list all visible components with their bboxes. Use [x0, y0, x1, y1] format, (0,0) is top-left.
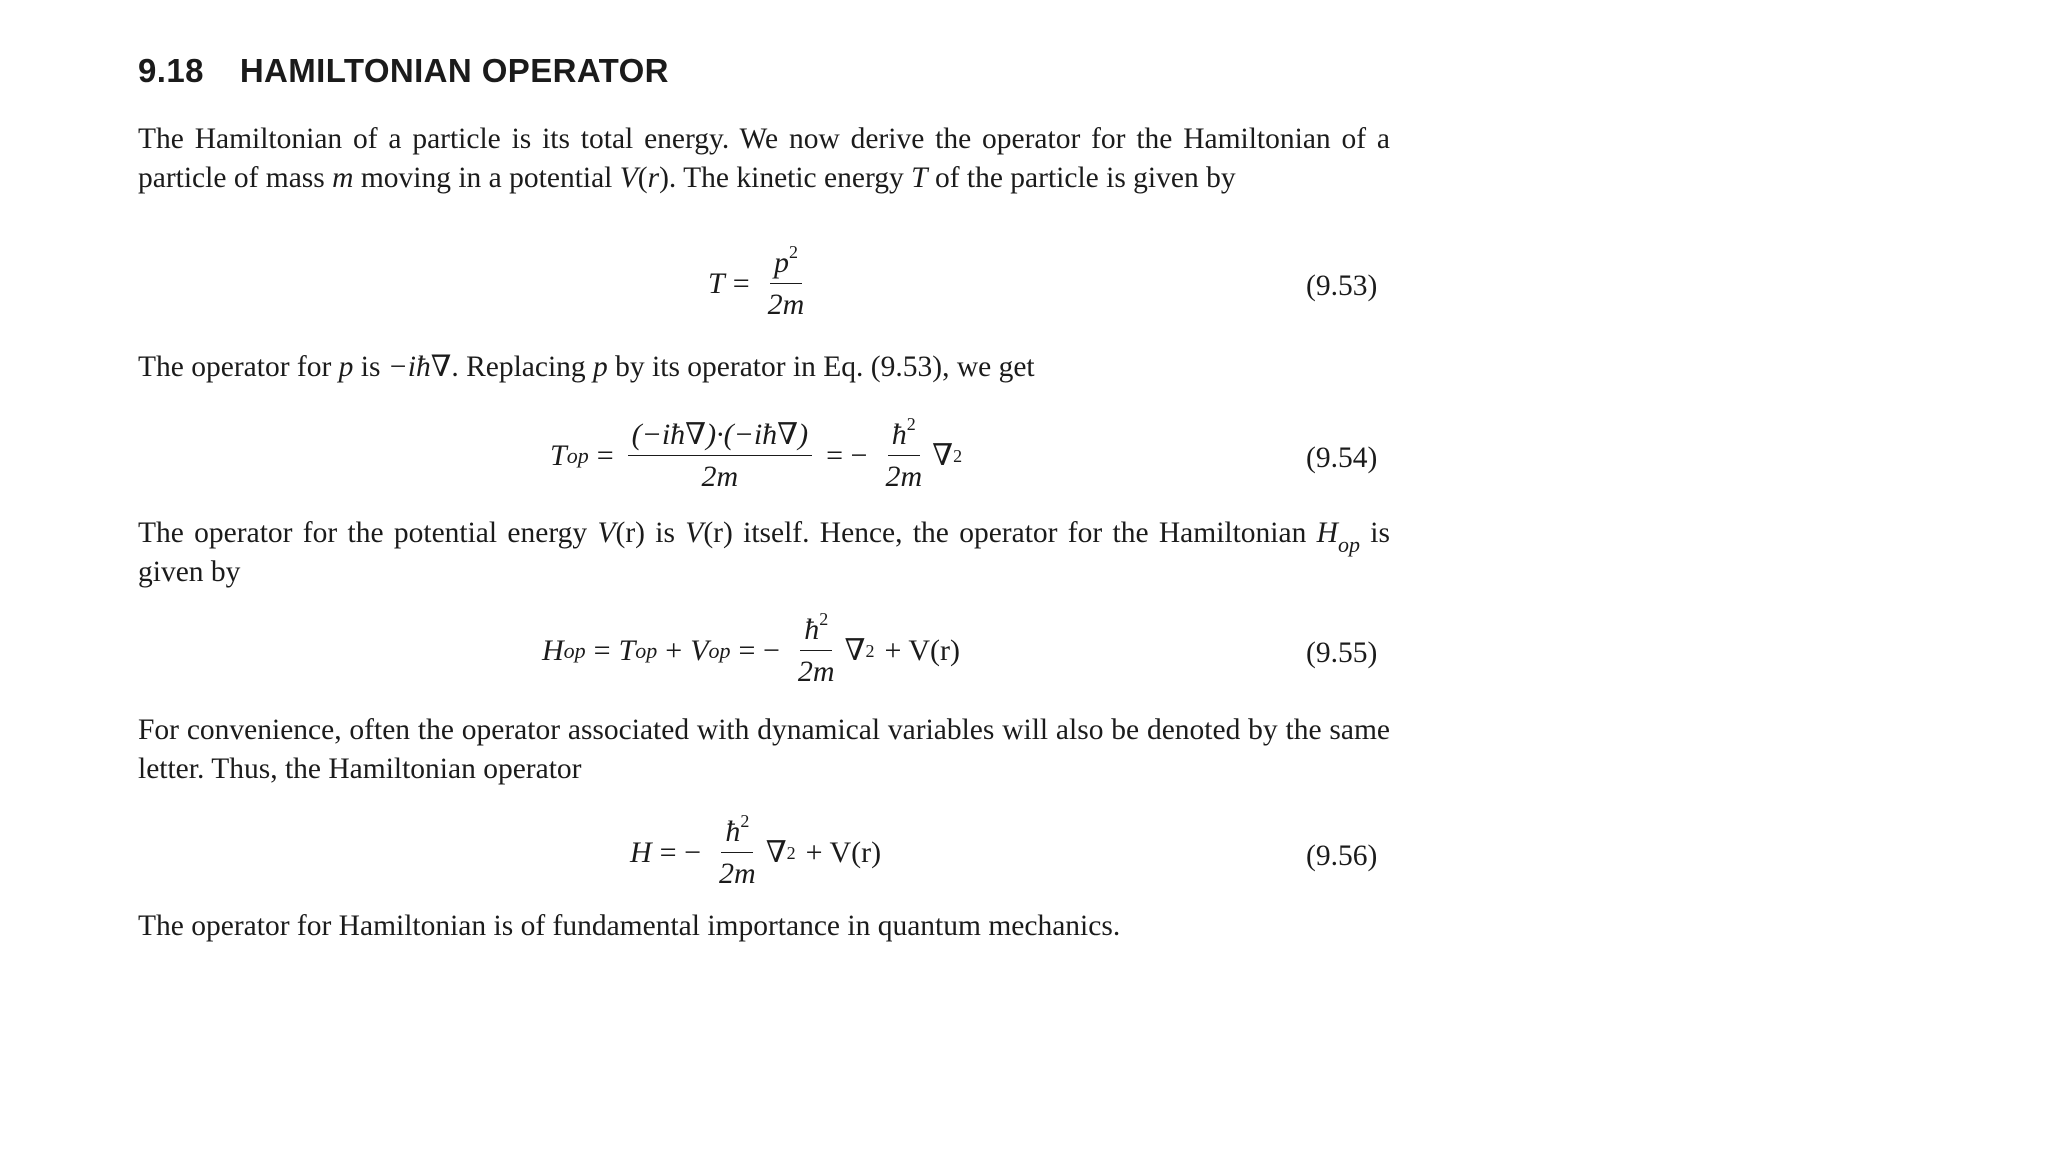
- equation-number: (9.55): [1306, 637, 1378, 669]
- nabla: ∇: [932, 439, 954, 472]
- superscript: 2: [740, 811, 750, 831]
- fraction-numerator: [800, 609, 832, 651]
- text-span: . Replacing: [451, 351, 594, 383]
- nabla: ∇: [765, 836, 787, 869]
- equation-9-54: T op = $\frac{(-iħ\nabla)\cdot(-iħ\nabla)}{2m}$ = − $\frac{ħ^2}{2m}$ ∇ 2: [550, 414, 963, 493]
- symbol-T: T: [618, 634, 636, 667]
- symbol-m: m: [332, 162, 354, 194]
- eq-equals: = −: [659, 836, 702, 869]
- fraction-numerator: [888, 414, 920, 456]
- text-span: The operator for the potential energy: [138, 517, 598, 549]
- fraction-denominator: 2m: [719, 857, 756, 890]
- hbar: ħ: [725, 815, 741, 848]
- fraction: [764, 242, 809, 321]
- fraction: [881, 414, 926, 493]
- potential-term: + V(r): [805, 836, 882, 869]
- text-span: is given by: [138, 517, 1390, 588]
- eq-lhs: T: [550, 439, 567, 472]
- equation-number: (9.56): [1306, 840, 1378, 872]
- text-span: (: [637, 162, 648, 194]
- superscript: 2: [788, 242, 798, 262]
- fraction: [628, 420, 813, 492]
- text-span: (r) is: [615, 517, 686, 549]
- text-span: The operator for: [138, 351, 339, 383]
- eq-lhs: H: [630, 836, 652, 869]
- symbol-V: V: [597, 517, 616, 549]
- symbol-T: T: [911, 162, 928, 194]
- text-span: is: [353, 351, 388, 383]
- fraction-denominator: 2m: [701, 460, 739, 493]
- fraction: [715, 811, 760, 890]
- section-heading: [138, 52, 669, 90]
- subscript: op: [1337, 532, 1360, 557]
- text-span: The Hamiltonian of a particle is its total energy. We now derive the operator for the Hamiltonian of a particle of mass: [138, 123, 1390, 194]
- superscript: 2: [906, 414, 916, 434]
- text-span: (r) itself. Hence, the operator for the Hamiltonian: [703, 517, 1317, 549]
- eq-equals: = −: [826, 439, 868, 472]
- fraction: [794, 609, 839, 688]
- fraction-denominator: 2m: [767, 288, 805, 321]
- symbol-p: p: [338, 351, 354, 383]
- text-span: of the particle is given by: [927, 162, 1236, 194]
- symbol-V: V: [685, 517, 704, 549]
- eq-equals: =: [732, 267, 750, 300]
- nabla: ∇: [844, 634, 866, 667]
- symbol-V: V: [619, 162, 638, 194]
- hbar: ħ: [804, 613, 820, 646]
- fraction-denominator: 2m: [797, 655, 835, 688]
- equation-number: (9.53): [1306, 270, 1378, 302]
- fraction-denominator: 2m: [885, 460, 923, 493]
- eq-equals: =: [593, 634, 611, 667]
- eq-lhs: H: [542, 634, 564, 667]
- symbol-H: H: [1316, 517, 1338, 549]
- equation-9-53: [708, 242, 814, 321]
- section-number: 9.18: [138, 52, 204, 89]
- paragraph-potential-energy: [138, 514, 1390, 592]
- text-span: moving in a potential: [353, 162, 620, 194]
- section-title: HAMILTONIAN OPERATOR: [239, 52, 669, 89]
- eq-equals: = −: [738, 634, 780, 667]
- superscript: 2: [819, 609, 829, 629]
- paragraph-convenience: For convenience, often the operator associated with dynamical variables will also be denoted by the same letter. Thus, the Hamiltonian operator: [138, 714, 1390, 785]
- symbol-V: V: [690, 634, 709, 667]
- potential-term: + V(r): [884, 634, 961, 667]
- paragraph-momentum-operator: [138, 348, 1390, 387]
- paragraph-conclusion: The operator for Hamiltonian is of fundamental importance in quantum mechanics.: [138, 910, 1121, 942]
- symbol-r: r: [647, 162, 660, 194]
- paragraph-intro: [138, 120, 1390, 198]
- eq-equals: =: [596, 439, 614, 472]
- momentum-operator: −iħ∇: [387, 351, 452, 383]
- num-p: p: [773, 246, 789, 279]
- eq-lhs: T: [708, 267, 725, 300]
- text-span: by its operator in Eq. (9.53), we get: [607, 351, 1035, 383]
- fraction-numerator: [721, 811, 753, 853]
- symbol-p: p: [593, 351, 608, 383]
- equation-9-56: H = − $\frac{ħ^2}{2m}$ ∇ 2 + V(r): [630, 811, 882, 890]
- text-span: ). The kinetic energy: [659, 162, 912, 194]
- equation-number: (9.54): [1306, 442, 1378, 474]
- equation-9-55: H op = T op + V op = − $\frac{ħ^2}{2m}$ ∇ 2 + V(r): [542, 609, 961, 688]
- fraction-numerator: (−iħ∇)·(−iħ∇): [628, 420, 813, 456]
- fraction-numerator: [770, 242, 802, 284]
- hbar: ħ: [891, 418, 907, 451]
- eq-plus: +: [665, 634, 683, 667]
